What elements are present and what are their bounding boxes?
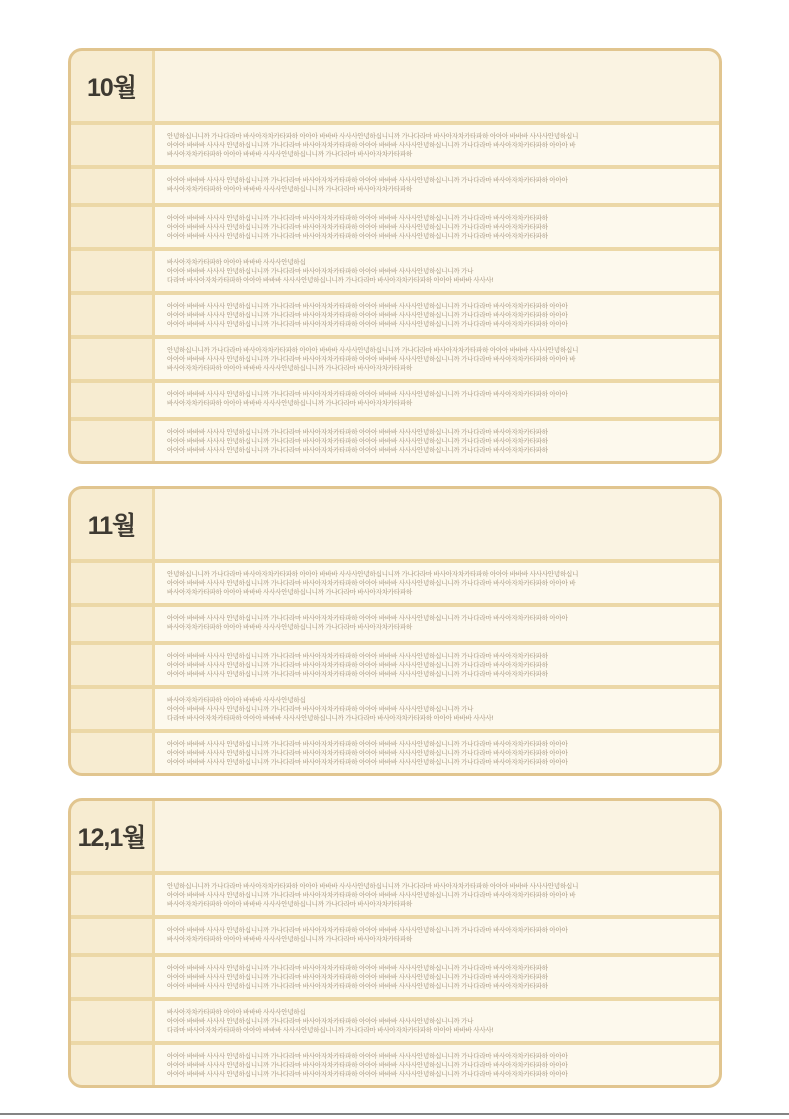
text-line: 아아아 바바바 사사사 안녕하십니니까 가나다라마 바사아자차카타파하 아아아 바바바 사사사안녕하십니니까 가나다라마 바사아자차카타파하 아아아 [167, 303, 568, 310]
row-label-cell [71, 339, 155, 379]
text-line: 아아아 바바바 사사사 안녕하십니니까 가나다라마 바사아자차카타파하 아아아 바바바 사사사안녕하십니니까 가나다라마 바사아자차카타파하 아아아 [167, 741, 568, 748]
text-line: 아아아 바바바 사사사 안녕하십니니까 가나다라마 바사아자차카타파하 아아아 바바바 사사사안녕하십니니까 가나다라마 바사아자차카타파하 [167, 965, 548, 972]
sections-host [68, 48, 722, 1088]
text-line: 아아아 바바바 사사사 안녕하십니니까 가나다라마 바사아자차카타파하 아아아 바바바 사사사안녕하십니니까 가나다라마 바사아자차카타파하 [167, 662, 548, 669]
text-line: 다라마 바사아자차카타파하 아아아 바바바 사사사안녕하십니니까 가나다라마 바사아자차카타파하 아아아 바바바 사사사! [167, 1027, 494, 1034]
row-content-cell [155, 1045, 719, 1085]
row-label-cell [71, 957, 155, 997]
month-table [68, 798, 722, 1088]
table-row [71, 165, 719, 203]
text-line: 아아아 바바바 사사사 안녕하십니니까 가나다라마 바사아자차카타파하 아아아 바바바 사사사안녕하십니니까 가나다라마 바사아자차카타파하 아아아 [167, 391, 568, 398]
row-content-cell [155, 169, 719, 203]
row-content-cell [155, 251, 719, 291]
month-header-label-cell [71, 801, 155, 871]
month-header-label-cell [71, 489, 155, 559]
text-line: 바사아자차카타파하 아아아 바바바 사사사안녕하십니니까 가나다라마 바사아자차카타파하 [167, 901, 413, 908]
row-label-cell [71, 1001, 155, 1041]
row-label-cell [71, 919, 155, 953]
text-line: 바사아자차카타파하 아아아 바바바 사사사안녕하십니니까 가나다라마 바사아자차카타파하 [167, 151, 413, 158]
text-line: 아아아 바바바 사사사 안녕하십니니까 가나다라마 바사아자차카타파하 아아아 바바바 사사사안녕하십니니까 가나 [167, 706, 474, 713]
month-header-row [71, 801, 719, 871]
month-label: 11월 [87, 512, 136, 540]
text-line: 아아아 바바바 사사사 안녕하십니니까 가나다라마 바사아자차카타파하 아아아 바바바 사사사안녕하십니니까 가나다라마 바사아자차카타파하 아아아 [167, 1071, 568, 1078]
text-line: 다라마 바사아자차카타파하 아아아 바바바 사사사안녕하십니니까 가나다라마 바사아자차카타파하 아아아 바바바 사사사! [167, 277, 494, 284]
month-table [68, 48, 722, 464]
row-label-cell [71, 733, 155, 773]
text-line: 아아아 바바바 사사사 안녕하십니니까 가나다라마 바사아자차카타파하 아아아 바바바 사사사안녕하십니니까 가나다라마 바사아자차카타파하 아아아 [167, 321, 568, 328]
text-line: 아아아 바바바 사사사 안녕하십니니까 가나다라마 바사아자차카타파하 아아아 바바바 사사사안녕하십니니까 가나다라마 바사아자차카타파하 [167, 983, 548, 990]
text-line: 안녕하십니니까 가나다라마 바사아자차카타파하 아아아 바바바 사사사안녕하십니니까 가나다라마 바사아자차카타파하 아아아 바바바 사사사안녕하십니 [167, 133, 579, 140]
row-content-cell [155, 875, 719, 915]
text-line: 아아아 바바바 사사사 안녕하십니니까 가나다라마 바사아자차카타파하 아아아 바바바 사사사안녕하십니니까 가나다라마 바사아자차카타파하 아아아 [167, 615, 568, 622]
text-line: 안녕하십니니까 가나다라마 바사아자차카타파하 아아아 바바바 사사사안녕하십니니까 가나다라마 바사아자차카타파하 아아아 바바바 사사사안녕하십니 [167, 571, 579, 578]
row-content-cell [155, 125, 719, 165]
row-content-cell [155, 733, 719, 773]
row-label-cell [71, 607, 155, 641]
row-label-cell [71, 125, 155, 165]
row-content-cell [155, 1001, 719, 1041]
table-row [71, 641, 719, 685]
month-header-content-cell [155, 801, 719, 871]
month-label: 10월 [87, 74, 136, 102]
text-line: 바사아자차카타파하 아아아 바바바 사사사안녕하십 [167, 1009, 306, 1016]
month-header-row [71, 51, 719, 121]
text-line: 아아아 바바바 사사사 안녕하십니니까 가나다라마 바사아자차카타파하 아아아 바바바 사사사안녕하십니니까 가나다라마 바사아자차카타파하 [167, 215, 548, 222]
row-label-cell [71, 421, 155, 461]
window-bottom-border [0, 1113, 789, 1115]
row-content-cell [155, 295, 719, 335]
text-line: 아아아 바바바 사사사 안녕하십니니까 가나다라마 바사아자차카타파하 아아아 바바바 사사사안녕하십니니까 가나다라마 바사아자차카타파하 아아아 [167, 1053, 568, 1060]
text-line: 안녕하십니니까 가나다라마 바사아자차카타파하 아아아 바바바 사사사안녕하십니니까 가나다라마 바사아자차카타파하 아아아 바바바 사사사안녕하십니 [167, 347, 579, 354]
table-row [71, 291, 719, 335]
text-line: 아아아 바바바 사사사 안녕하십니니까 가나다라마 바사아자차카타파하 아아아 바바바 사사사안녕하십니니까 가나다라마 바사아자차카타파하 [167, 974, 548, 981]
text-line: 아아아 바바바 사사사 안녕하십니니까 가나다라마 바사아자차카타파하 아아아 바바바 사사사안녕하십니니까 가나다라마 바사아자차카타파하 [167, 447, 548, 454]
table-row [71, 417, 719, 461]
table-row [71, 953, 719, 997]
text-line: 아아아 바바바 사사사 안녕하십니니까 가나다라마 바사아자차카타파하 아아아 바바바 사사사안녕하십니니까 가나다라마 바사아자차카타파하 아아아 [167, 927, 568, 934]
row-content-cell [155, 645, 719, 685]
row-content-cell [155, 607, 719, 641]
text-line: 아아아 바바바 사사사 안녕하십니니까 가나다라마 바사아자차카타파하 아아아 바바바 사사사안녕하십니니까 가나다라마 바사아자차카타파하 [167, 653, 548, 660]
month-header-row [71, 489, 719, 559]
text-line: 바사아자차카타파하 아아아 바바바 사사사안녕하십 [167, 697, 306, 704]
table-row [71, 685, 719, 729]
table-row [71, 871, 719, 915]
month-header-content-cell [155, 489, 719, 559]
month-table [68, 486, 722, 776]
text-line: 아아아 바바바 사사사 안녕하십니니까 가나다라마 바사아자차카타파하 아아아 바바바 사사사안녕하십니니까 가나다라마 바사아자차카타파하 아아아 바 [167, 356, 576, 363]
table-row [71, 915, 719, 953]
text-line: 아아아 바바바 사사사 안녕하십니니까 가나다라마 바사아자차카타파하 아아아 바바바 사사사안녕하십니니까 가나다라마 바사아자차카타파하 아아아 바 [167, 580, 576, 587]
text-line: 아아아 바바바 사사사 안녕하십니니까 가나다라마 바사아자차카타파하 아아아 바바바 사사사안녕하십니니까 가나다라마 바사아자차카타파하 아아아 [167, 1062, 568, 1069]
table-row [71, 559, 719, 603]
row-content-cell [155, 919, 719, 953]
text-line: 바사아자차카타파하 아아아 바바바 사사사안녕하십 [167, 259, 306, 266]
text-line: 바사아자차카타파하 아아아 바바바 사사사안녕하십니니까 가나다라마 바사아자차카타파하 [167, 186, 413, 193]
text-line: 다라마 바사아자차카타파하 아아아 바바바 사사사안녕하십니니까 가나다라마 바사아자차카타파하 아아아 바바바 사사사! [167, 715, 494, 722]
table-row [71, 121, 719, 165]
row-label-cell [71, 563, 155, 603]
table-row [71, 603, 719, 641]
month-label: 12,1월 [77, 824, 146, 852]
row-content-cell [155, 421, 719, 461]
text-line: 바사아자차카타파하 아아아 바바바 사사사안녕하십니니까 가나다라마 바사아자차카타파하 [167, 624, 413, 631]
text-line: 아아아 바바바 사사사 안녕하십니니까 가나다라마 바사아자차카타파하 아아아 바바바 사사사안녕하십니니까 가나다라마 바사아자차카타파하 아아아 [167, 750, 568, 757]
text-line: 아아아 바바바 사사사 안녕하십니니까 가나다라마 바사아자차카타파하 아아아 바바바 사사사안녕하십니니까 가나다라마 바사아자차카타파하 [167, 233, 548, 240]
row-content-cell [155, 563, 719, 603]
row-label-cell [71, 295, 155, 335]
text-line: 안녕하십니니까 가나다라마 바사아자차카타파하 아아아 바바바 사사사안녕하십니니까 가나다라마 바사아자차카타파하 아아아 바바바 사사사안녕하십니 [167, 883, 579, 890]
row-label-cell [71, 169, 155, 203]
row-content-cell [155, 383, 719, 417]
text-line: 아아아 바바바 사사사 안녕하십니니까 가나다라마 바사아자차카타파하 아아아 바바바 사사사안녕하십니니까 가나다라마 바사아자차카타파하 아아아 [167, 312, 568, 319]
table-row [71, 335, 719, 379]
table-row [71, 379, 719, 417]
table-row [71, 729, 719, 773]
text-line: 바사아자차카타파하 아아아 바바바 사사사안녕하십니니까 가나다라마 바사아자차카타파하 [167, 936, 413, 943]
row-content-cell [155, 207, 719, 247]
table-row [71, 247, 719, 291]
text-line: 아아아 바바바 사사사 안녕하십니니까 가나다라마 바사아자차카타파하 아아아 바바바 사사사안녕하십니니까 가나다라마 바사아자차카타파하 아아아 [167, 177, 568, 184]
text-line: 아아아 바바바 사사사 안녕하십니니까 가나다라마 바사아자차카타파하 아아아 바바바 사사사안녕하십니니까 가나다라마 바사아자차카타파하 아아아 바 [167, 142, 576, 149]
text-line: 바사아자차카타파하 아아아 바바바 사사사안녕하십니니까 가나다라마 바사아자차카타파하 [167, 400, 413, 407]
row-label-cell [71, 383, 155, 417]
row-label-cell [71, 645, 155, 685]
text-line: 아아아 바바바 사사사 안녕하십니니까 가나다라마 바사아자차카타파하 아아아 바바바 사사사안녕하십니니까 가나 [167, 268, 474, 275]
text-line: 아아아 바바바 사사사 안녕하십니니까 가나다라마 바사아자차카타파하 아아아 바바바 사사사안녕하십니니까 가나다라마 바사아자차카타파하 [167, 224, 548, 231]
month-header-label-cell [71, 51, 155, 121]
table-row [71, 997, 719, 1041]
table-row [71, 203, 719, 247]
row-content-cell [155, 339, 719, 379]
text-line: 아아아 바바바 사사사 안녕하십니니까 가나다라마 바사아자차카타파하 아아아 바바바 사사사안녕하십니니까 가나다라마 바사아자차카타파하 [167, 438, 548, 445]
row-label-cell [71, 1045, 155, 1085]
text-line: 아아아 바바바 사사사 안녕하십니니까 가나다라마 바사아자차카타파하 아아아 바바바 사사사안녕하십니니까 가나다라마 바사아자차카타파하 아아아 [167, 759, 568, 766]
text-line: 바사아자차카타파하 아아아 바바바 사사사안녕하십니니까 가나다라마 바사아자차카타파하 [167, 589, 413, 596]
month-header-content-cell [155, 51, 719, 121]
text-line: 아아아 바바바 사사사 안녕하십니니까 가나다라마 바사아자차카타파하 아아아 바바바 사사사안녕하십니니까 가나다라마 바사아자차카타파하 [167, 429, 548, 436]
row-label-cell [71, 251, 155, 291]
row-content-cell [155, 689, 719, 729]
row-label-cell [71, 689, 155, 729]
row-content-cell [155, 957, 719, 997]
text-line: 바사아자차카타파하 아아아 바바바 사사사안녕하십니니까 가나다라마 바사아자차카타파하 [167, 365, 413, 372]
table-row [71, 1041, 719, 1085]
row-label-cell [71, 207, 155, 247]
row-label-cell [71, 875, 155, 915]
text-line: 아아아 바바바 사사사 안녕하십니니까 가나다라마 바사아자차카타파하 아아아 바바바 사사사안녕하십니니까 가나다라마 바사아자차카타파하 [167, 671, 548, 678]
text-line: 아아아 바바바 사사사 안녕하십니니까 가나다라마 바사아자차카타파하 아아아 바바바 사사사안녕하십니니까 가나 [167, 1018, 474, 1025]
text-line: 아아아 바바바 사사사 안녕하십니니까 가나다라마 바사아자차카타파하 아아아 바바바 사사사안녕하십니니까 가나다라마 바사아자차카타파하 아아아 바 [167, 892, 576, 899]
